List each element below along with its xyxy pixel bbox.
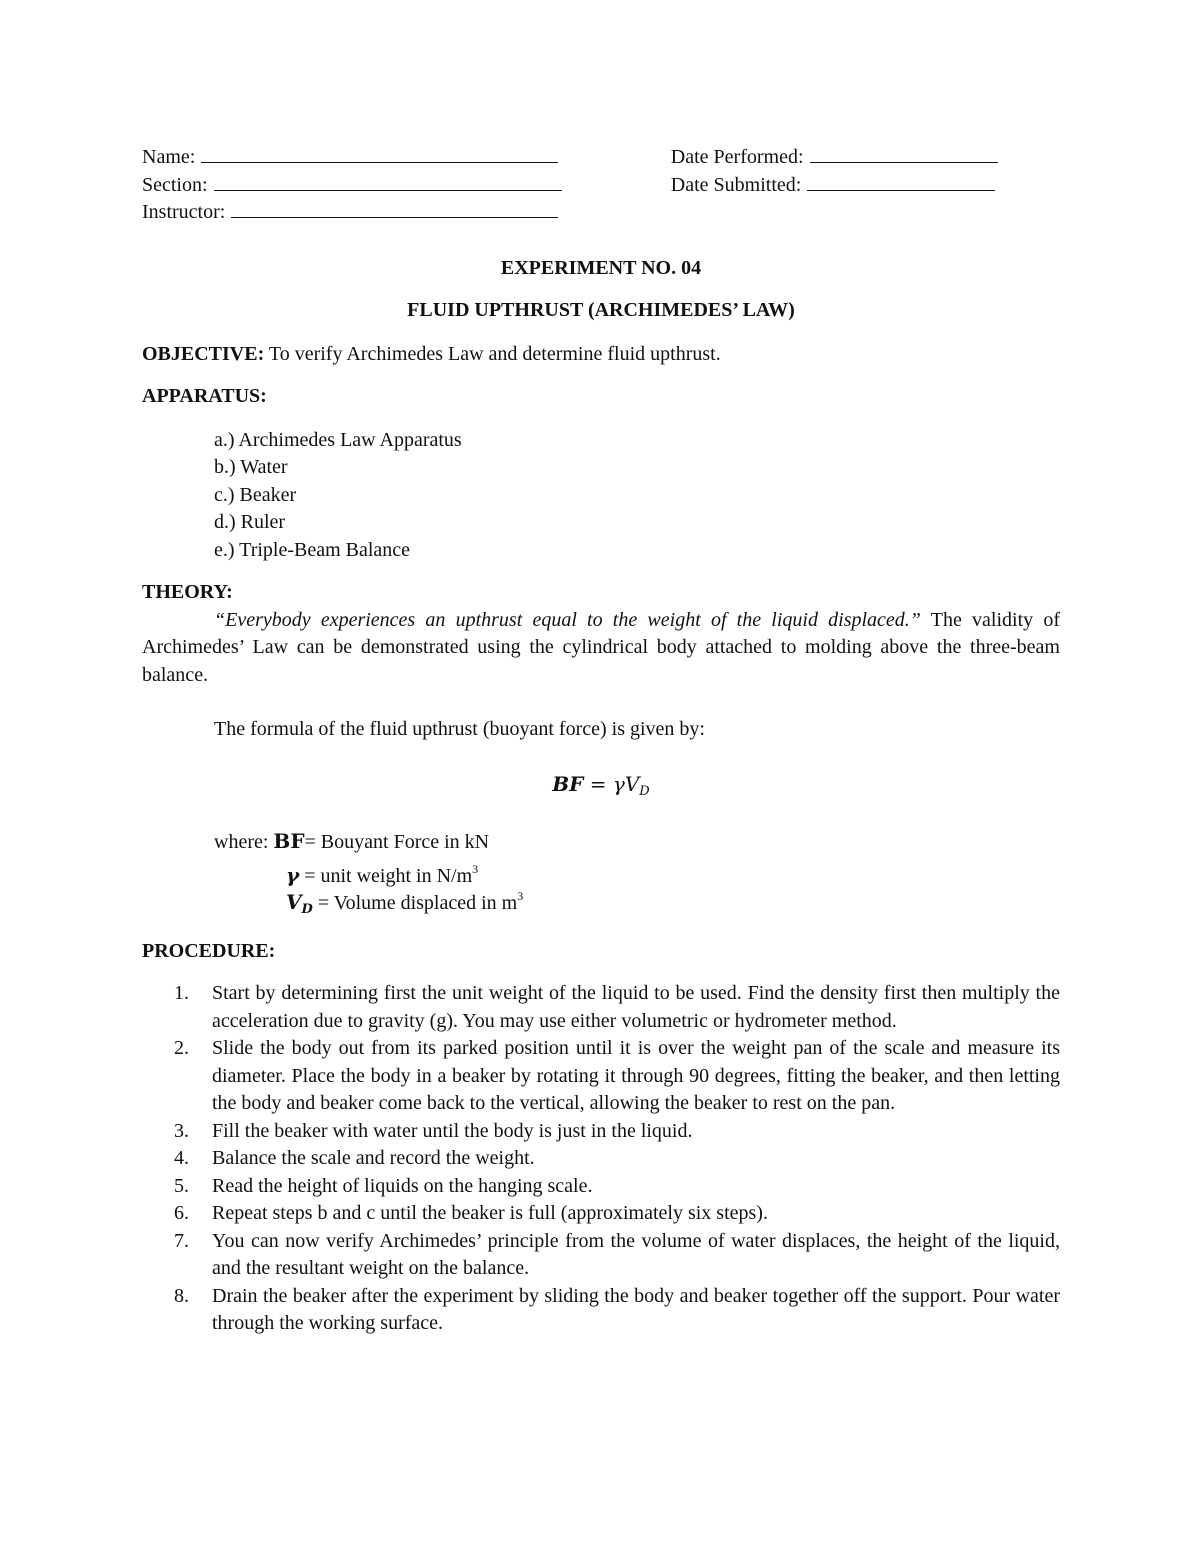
definition-symbol: V xyxy=(286,890,302,914)
where-label: where: xyxy=(214,831,274,853)
date-submitted-blank[interactable] xyxy=(807,171,995,191)
step-text: Drain the beaker after the experiment by sliding the body and beaker together off the support. Pour water through the working surface. xyxy=(212,1284,1060,1334)
step-text: Slide the body out from its parked position until it is over the weight pan of the scale and measure its diameter. Place the body in a beaker by rotating it through 90 degrees, fitting the beaker, and then letting the body and beaker come back to the vertical, allowing the beaker to rest on the pan. xyxy=(212,1037,1060,1114)
definition-superscript: 3 xyxy=(472,861,479,876)
step-number: 7. xyxy=(174,1229,189,1252)
definition-symbol: BF xyxy=(273,829,305,853)
definition-vd xyxy=(214,883,1060,917)
instructor-blank[interactable] xyxy=(231,198,558,218)
definition-text: = Volume displaced in m xyxy=(312,892,518,914)
header-left-column xyxy=(142,143,671,226)
date-performed-field xyxy=(671,143,1022,171)
definition-bf xyxy=(214,828,1060,856)
step-text: Start by determining first the unit weight of the liquid to be used. Find the density first then multiply the acceleration due to gravity (g). You may use either volumetric or hydrometer method. xyxy=(212,982,1060,1032)
objective-section xyxy=(142,341,1060,369)
objective-label: OBJECTIVE: xyxy=(142,342,265,365)
list-item: a.) Archimedes Law Apparatus xyxy=(214,428,462,451)
list-item xyxy=(142,1283,1060,1338)
instructor-field xyxy=(142,198,671,226)
theory-quote: “Everybody experiences an upthrust equal to the weight of the liquid displaced.” xyxy=(214,608,921,631)
step-text: Read the height of liquids on the hanging scale. xyxy=(212,1174,593,1197)
definitions-block xyxy=(142,828,1060,917)
list-item: b.) Water xyxy=(214,456,288,478)
definition-superscript: 3 xyxy=(517,889,524,903)
list-item xyxy=(142,1228,1060,1283)
header-right-column xyxy=(671,143,1022,226)
date-performed-label: Date Performed: xyxy=(670,146,804,168)
list-item xyxy=(142,980,1060,1035)
date-performed-blank[interactable] xyxy=(810,143,998,163)
step-number: 5. xyxy=(174,1174,189,1197)
step-number: 1. xyxy=(174,982,189,1004)
list-item xyxy=(142,1200,1060,1228)
formula-equals: = xyxy=(583,771,613,796)
list-item xyxy=(142,1118,1060,1146)
step-text: Repeat steps b and c until the beaker is full (approximately six steps). xyxy=(212,1202,768,1224)
apparatus-list xyxy=(142,427,1060,565)
header-fields xyxy=(142,143,1022,226)
name-blank[interactable] xyxy=(201,143,558,163)
date-submitted-field xyxy=(671,171,1022,199)
formula-v-subscript: D xyxy=(639,783,650,799)
definition-subscript: D xyxy=(301,902,313,917)
list-item: c.) Beaker xyxy=(214,483,297,506)
step-text: You can now verify Archimedes’ principle from the volume of water displaces, the height of the liquid, and the resultant weight on the balance. xyxy=(212,1229,1060,1279)
theory-text: The validity of Archimedes’ Law can be demonstrated using the cylindrical body attached to molding above the three-beam balance. xyxy=(142,608,1060,686)
definition-text: = unit weight in N/m xyxy=(299,864,473,887)
step-number: 4. xyxy=(174,1147,189,1169)
step-number: 8. xyxy=(174,1284,189,1307)
section-blank[interactable] xyxy=(214,171,562,191)
section-label: Section: xyxy=(142,173,208,196)
list-item xyxy=(142,1035,1060,1118)
procedure-list xyxy=(142,980,1060,1338)
step-text: Fill the beaker with water until the body is just in the liquid. xyxy=(212,1119,693,1142)
formula-intro: The formula of the fluid upthrust (buoyant force) is given by: xyxy=(214,718,705,740)
theory-paragraph xyxy=(142,607,1060,690)
experiment-title: FLUID UPTHRUST (ARCHIMEDES’ LAW) xyxy=(407,299,795,321)
procedure-label: PROCEDURE: xyxy=(142,939,276,962)
definition-gamma xyxy=(214,856,1060,887)
theory-label: THEORY: xyxy=(142,581,233,603)
step-number: 2. xyxy=(174,1037,189,1059)
objective-text: To verify Archimedes Law and determine fluid upthrust. xyxy=(264,342,721,365)
step-number: 3. xyxy=(174,1119,189,1142)
formula-lhs: BF xyxy=(552,771,584,796)
apparatus-label: APPARATUS: xyxy=(142,385,267,407)
instructor-label: Instructor: xyxy=(142,201,226,223)
formula-gamma: γ xyxy=(612,771,625,796)
list-item: d.) Ruler xyxy=(214,511,286,533)
step-text: Balance the scale and record the weight. xyxy=(212,1147,535,1169)
name-label: Name: xyxy=(142,146,196,168)
buoyant-force-formula xyxy=(142,771,1060,806)
step-number: 6. xyxy=(174,1202,189,1224)
name-field xyxy=(142,143,671,171)
definition-text: = Bouyant Force in kN xyxy=(304,831,490,853)
section-field xyxy=(142,171,671,199)
list-item xyxy=(142,1145,1060,1173)
formula-v: V xyxy=(624,771,640,796)
list-item xyxy=(142,1173,1060,1201)
list-item: e.) Triple-Beam Balance xyxy=(214,538,411,561)
date-submitted-label: Date Submitted: xyxy=(670,173,802,196)
definition-symbol: γ xyxy=(286,862,300,887)
experiment-number: EXPERIMENT NO. 04 xyxy=(500,256,702,279)
document-page xyxy=(142,143,1060,1338)
